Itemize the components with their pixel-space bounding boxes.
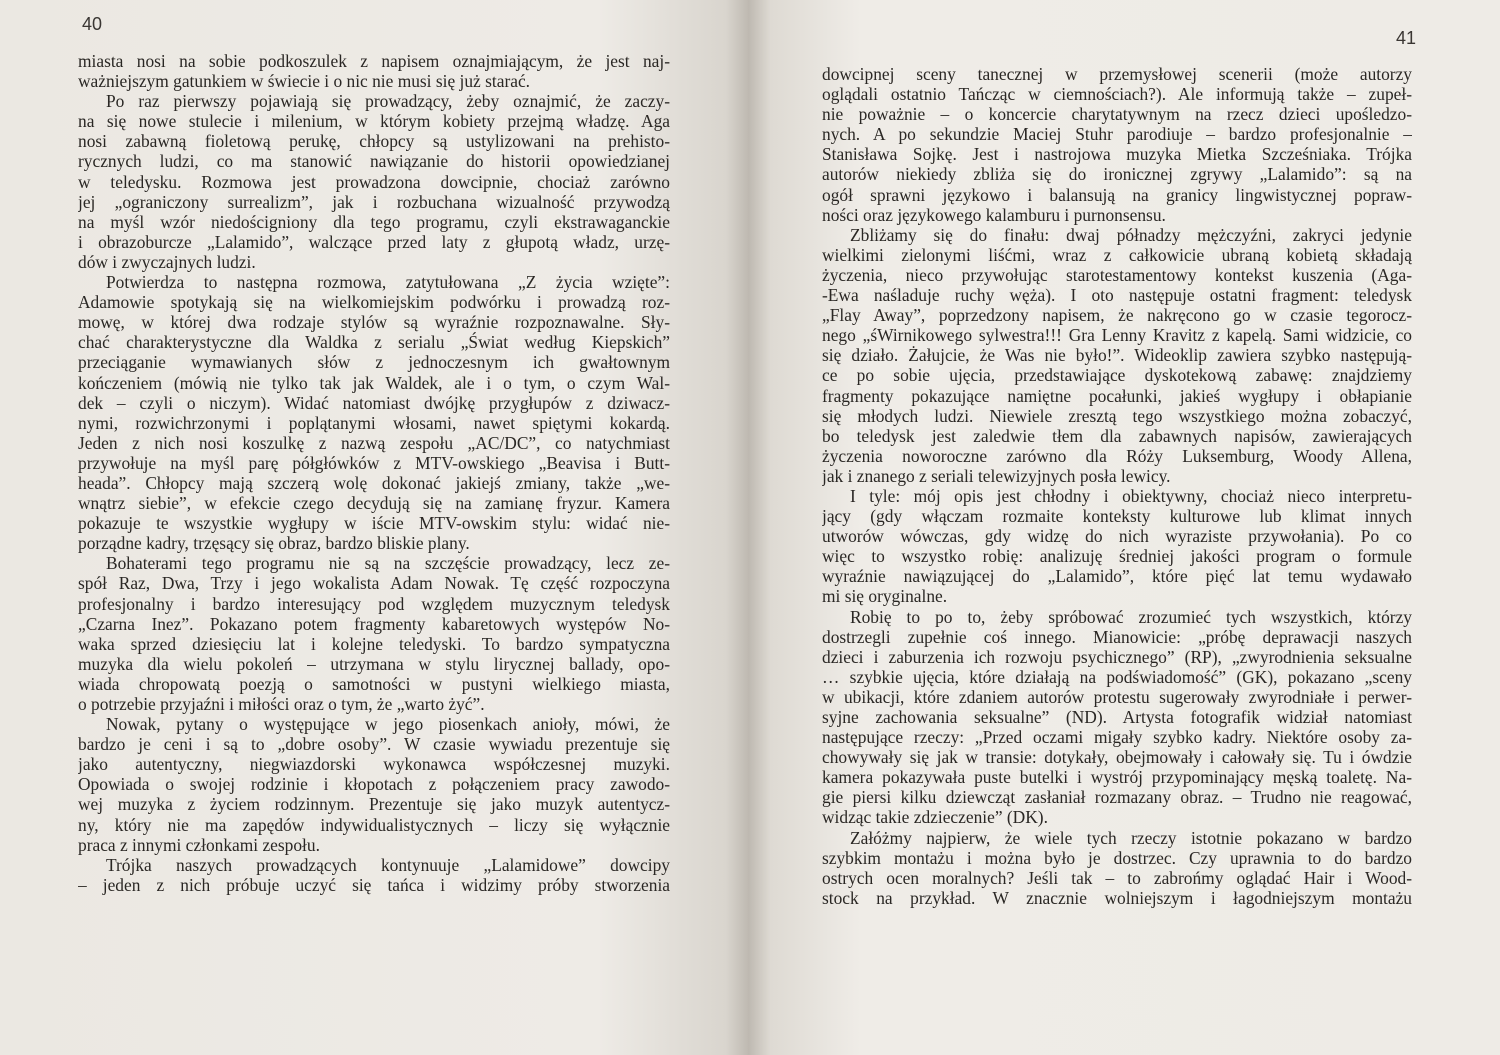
text-line: Robię to po to, żeby spróbować zrozumieć tych wszystkich, którzy (850, 606, 1412, 627)
text-line: się działo. Żałujcie, że Was nie było!”. Wideoklip zawiera szybko następują- (822, 345, 1412, 366)
text-line: -Ewa naśladuje ruchy węża). I oto następuje ostatni fragment: teledysk (822, 285, 1412, 306)
text-line: … szybkie ujęcia, które działają na podświadomość” (GK), pokazano „sceny (822, 666, 1412, 687)
page-number-right: 41 (1396, 28, 1417, 48)
text-line: szybkim montażu i można było je dostrzec. Czy uprawnia to do bardzo (822, 847, 1412, 868)
text-line: na się nowe stulecie i milenium, w którym kobiety przejmą władzę. Aga (78, 111, 670, 132)
text-line: Trójka naszych prowadzących kontynuuje „Lalamidowe” dowcipy (106, 854, 670, 875)
text-line: się młodych ludzi. Niewiele zresztą tego wszystkiego można zobaczyć, (822, 405, 1412, 426)
text-line: waka sprzed dziesięciu lat i kolejne teledyski. To bardzo sympatyczna (78, 633, 670, 654)
text-line: ce po sobie ujęcia, przedstawiające dyskotekową zabawę: znajdziemy (822, 365, 1412, 386)
text-line: utworów wówczas, gdy widzę do nich wyraziste przywołania). Po co (822, 526, 1412, 547)
text-line: autorów niekiedy zbliża się do ironicznej zgrywy „Lalamido”: są na (822, 164, 1412, 185)
text-line: – jeden z nich próbuje uczyć się tańca i widzimy próby stworzenia (78, 874, 670, 895)
text-line: w ubikacji, które zdaniem autorów protestu sugerowały zwyrodniałe i perwer- (822, 686, 1412, 707)
text-line: Po raz pierwszy pojawiają się prowadzący, żeby oznajmić, że zaczy- (106, 91, 670, 112)
text-line: rycznych ludzi, co ma stanowić nawiązanie do historii opowiedzianej (78, 151, 670, 172)
text-line: Nowak, pytany o występujące w jego piosenkach anioły, mówi, że (106, 714, 670, 735)
text-line: fragmenty pokazujące namiętne pocałunki, jakieś wygłupy i obłapianie (822, 385, 1412, 406)
text-line: dowcipnej sceny tanecznej w przemysłowej scenerii (może autorzy (822, 64, 1412, 84)
text-line: mi się oryginalne. (822, 586, 948, 607)
text-line: Bohaterami tego programu nie są na szczęście prowadzący, lecz ze- (106, 553, 670, 574)
text-line: Adamowie spotykają się na wielkomiejskim podwórku i prowadzą roz- (78, 292, 670, 313)
text-line: I tyle: mój opis jest chłodny i obiektywny, chociaż nieco interpretu- (850, 485, 1412, 506)
text-line: nego „śWirnikowego sylwestra!!! Gra Lenny Kravitz z kapelą. Sami widzicie, co (822, 325, 1412, 346)
text-line: i obrazoburcze „Lalamido”, walczące przed laty z głupotą władz, urzę- (78, 231, 670, 252)
text-line: jej „ograniczony surrealizm”, jak i rozbuchana wizualność przywodzą (78, 191, 670, 212)
text-line: Załóżmy najpierw, że wiele tych rzeczy istotnie pokazano w bardzo (850, 827, 1412, 848)
text-line: dów i zwyczajnych ludzi. (78, 251, 256, 272)
text-line: chać charakterystyczne dla Waldka z serialu „Świat według Kiepskich” (78, 332, 670, 353)
text-line: ności oraz językowego kalamburu i purnonsensu. (822, 204, 1166, 225)
text-line: bo teledysk jest zaledwie tłem dla zabawnych napisów, zawierających (822, 425, 1412, 446)
text-line: dek – czyli o niczym). Widać natomiast dwójkę przygłupów z dziwacz- (78, 392, 670, 413)
text-line: Opowiada o swojej rodzinie i kłopotach z połączeniem pracy zawodo- (78, 774, 670, 795)
text-line: gie piersi kilku dziewcząt zasłaniał rozmazany obraz. – Trudno nie reagować, (822, 787, 1412, 808)
text-line: nie poważnie – o koncercie charytatywnym na rzecz dzieci upośledzo- (822, 104, 1412, 125)
left-page (0, 0, 748, 1055)
text-line: przeciąganie wymawianych słów z jednoczesnym ich gwałtownym (78, 352, 670, 373)
text-line: następujące rzeczy: „Przed oczami migały szybko kadry. Niektóre osoby za- (822, 727, 1412, 748)
text-line: Stanisława Sojkę. Jest i nastrojowa muzyka Mietka Szcześniaka. Trójka (822, 144, 1412, 165)
text-line: życzenia noworoczne zarówno dla Róży Luksemburg, Woody Allena, (822, 445, 1412, 466)
text-line: życzenia, nieco przywołując starotestamentowy kontekst kuszenia (Aga- (822, 264, 1412, 285)
text-line: stock na przykład. W znacznie wolniejszym i łagodniejszym montażu (822, 887, 1412, 908)
text-line: nymi, rozwichrzonymi i poplątanymi włosami, nawet spiętymi kokardą. (78, 412, 670, 433)
text-line: wiada chropowatą poezją o samotności w pustyni wielkiego miasta, (78, 673, 670, 694)
text-line: dostrzegli zupełnie coś innego. Mianowicie: „próbę deprawacji naszych (822, 626, 1412, 647)
text-line: wielkimi zielonymi liśćmi, wraz z całkowicie ubraną kobietą składają (822, 244, 1412, 265)
text-line: porządne kadry, trzęsący się obraz, bardzo bliskie plany. (78, 533, 470, 554)
text-line: kończeniem (mówią nie tylko tak jak Waldek, ale i o tym, o czym Wal- (78, 372, 670, 393)
text-line: oglądali ostatnio Tańcząc w ciemnościach?). Ale informują także – zupeł- (822, 84, 1412, 105)
text-line: ny, który nie ma zapędów indywidualistycznych – liczy się wyłącznie (78, 814, 670, 835)
text-line: Jeden z nich nosi koszulkę z nazwą zespołu „AC/DC”, co natychmiast (78, 432, 670, 453)
text-line: dzieci i zaburzenia ich rozwoju psychicznego” (RP), „zwyrodnienia seksualne (822, 646, 1412, 667)
text-line: o potrzebie przyjaźni i miłości oraz o tym, że „warto żyć”. (78, 694, 485, 714)
text-line: więc to wszystko robię: analizuję średniej jakości program o formule (822, 546, 1412, 567)
text-line: bardzo je ceni i są to „dobre osoby”. W czasie wywiadu prezentuje się (78, 734, 670, 755)
text-line: „Flay Away”, poprzedzony napisem, że nakręcono go w czasie tegorocz- (822, 305, 1412, 326)
text-line: profesjonalny i bardzo interesujący pod względem muzycznym teledysk (78, 593, 670, 614)
text-line: chowywały się jak w transie: dotykały, obejmowały i całowały się. Tu i ówdzie (822, 747, 1412, 768)
left-page-text (78, 51, 670, 895)
text-line: jący (gdy włączam rozmaite konteksty kulturowe lub klimat innych (822, 506, 1412, 527)
text-line: widząc takie zdzieczenie” (DK). (822, 807, 1048, 828)
text-line: ogół sprawni językowo i balansują na granicy lingwistycznej popraw- (822, 184, 1412, 205)
text-line: headа”. Chłopcy mają szczerą wolę dokonać jakiejś zmiany, także „we- (78, 472, 670, 493)
text-line: syjne zachowania seksualne” (ND). Artysta fotografik widział natomiast (822, 707, 1412, 727)
text-line: praca z innymi członkami zespołu. (78, 834, 320, 855)
page-number-left: 40 (82, 14, 103, 34)
text-line: nych. A po sekundzie Maciej Stuhr parodiuje – bardzo profesjonalnie – (822, 124, 1412, 145)
text-line: jako autentyczny, niegwiazdorski wykonawca współczesnej muzyki. (78, 754, 670, 775)
text-line: wyraźnie nawiązującej do „Lalamido”, które pięć lat temu wydawało (822, 566, 1412, 587)
text-line: wnątrz siebie”, w efekcie czego decydują się na zamianę fryzur. Kamera (78, 493, 670, 514)
text-line: nosi zabawną fioletową perukę, chłopcy są ustylizowani na prehisto- (78, 131, 670, 152)
text-line: miasta nosi na sobie podkoszulek z napisem oznajmiającym, że jest naj- (78, 51, 670, 71)
right-page-text (822, 64, 1412, 908)
right-page (748, 0, 1500, 1055)
text-line: w teledysku. Rozmowa jest prowadzona dowcipnie, chociaż zarówno (78, 171, 670, 192)
text-line: spół Raz, Dwa, Trzy i jego wokalista Adam Nowak. Tę część rozpoczyna (78, 573, 670, 594)
text-line: pokazuje te wszystkie wygłupy w iście MTV-owskim stylu: widać nie- (78, 513, 670, 534)
text-line: mowę, w której dwa rodzaje stylów są wyraźnie rozpoznawalne. Sły- (78, 312, 670, 333)
text-line: wej muzyka z życiem rodzinnym. Prezentuje się jako muzyk autentycz- (78, 794, 670, 815)
text-line: muzyka dla wielu pokoleń – utrzymana w stylu lirycznej ballady, opo- (78, 653, 670, 674)
text-line: Potwierdza to następna rozmowa, zatytułowana „Z życia wzięte”: (106, 272, 670, 293)
text-line: na myśl wzór niedościgniony dla tego programu, czyli ekstrawaganckie (78, 211, 670, 232)
text-line: ważniejszym gatunkiem w świecie i o nic nie musi się już starać. (78, 71, 531, 92)
text-line: przywołuje na myśl parę półgłówków z MTV-owskiego „Beavisa i Butt- (78, 452, 670, 473)
text-line: ostrych ocen moralnych? Jeśli tak – to zabrońmy oglądać Hair i Wood- (822, 867, 1412, 888)
text-line: kamera pokazywała puste butelki i wystrój przypominający męską toaletę. Na- (822, 767, 1412, 788)
text-line: „Czarna Inez”. Pokazano potem fragmenty kabaretowych występów No- (78, 613, 670, 634)
text-line: Zbliżamy się do finału: dwaj półnadzy mężczyźni, zakryci jedynie (850, 224, 1412, 245)
text-line: jak i znanego z seriali telewizyjnych posła lewicy. (822, 465, 1171, 486)
